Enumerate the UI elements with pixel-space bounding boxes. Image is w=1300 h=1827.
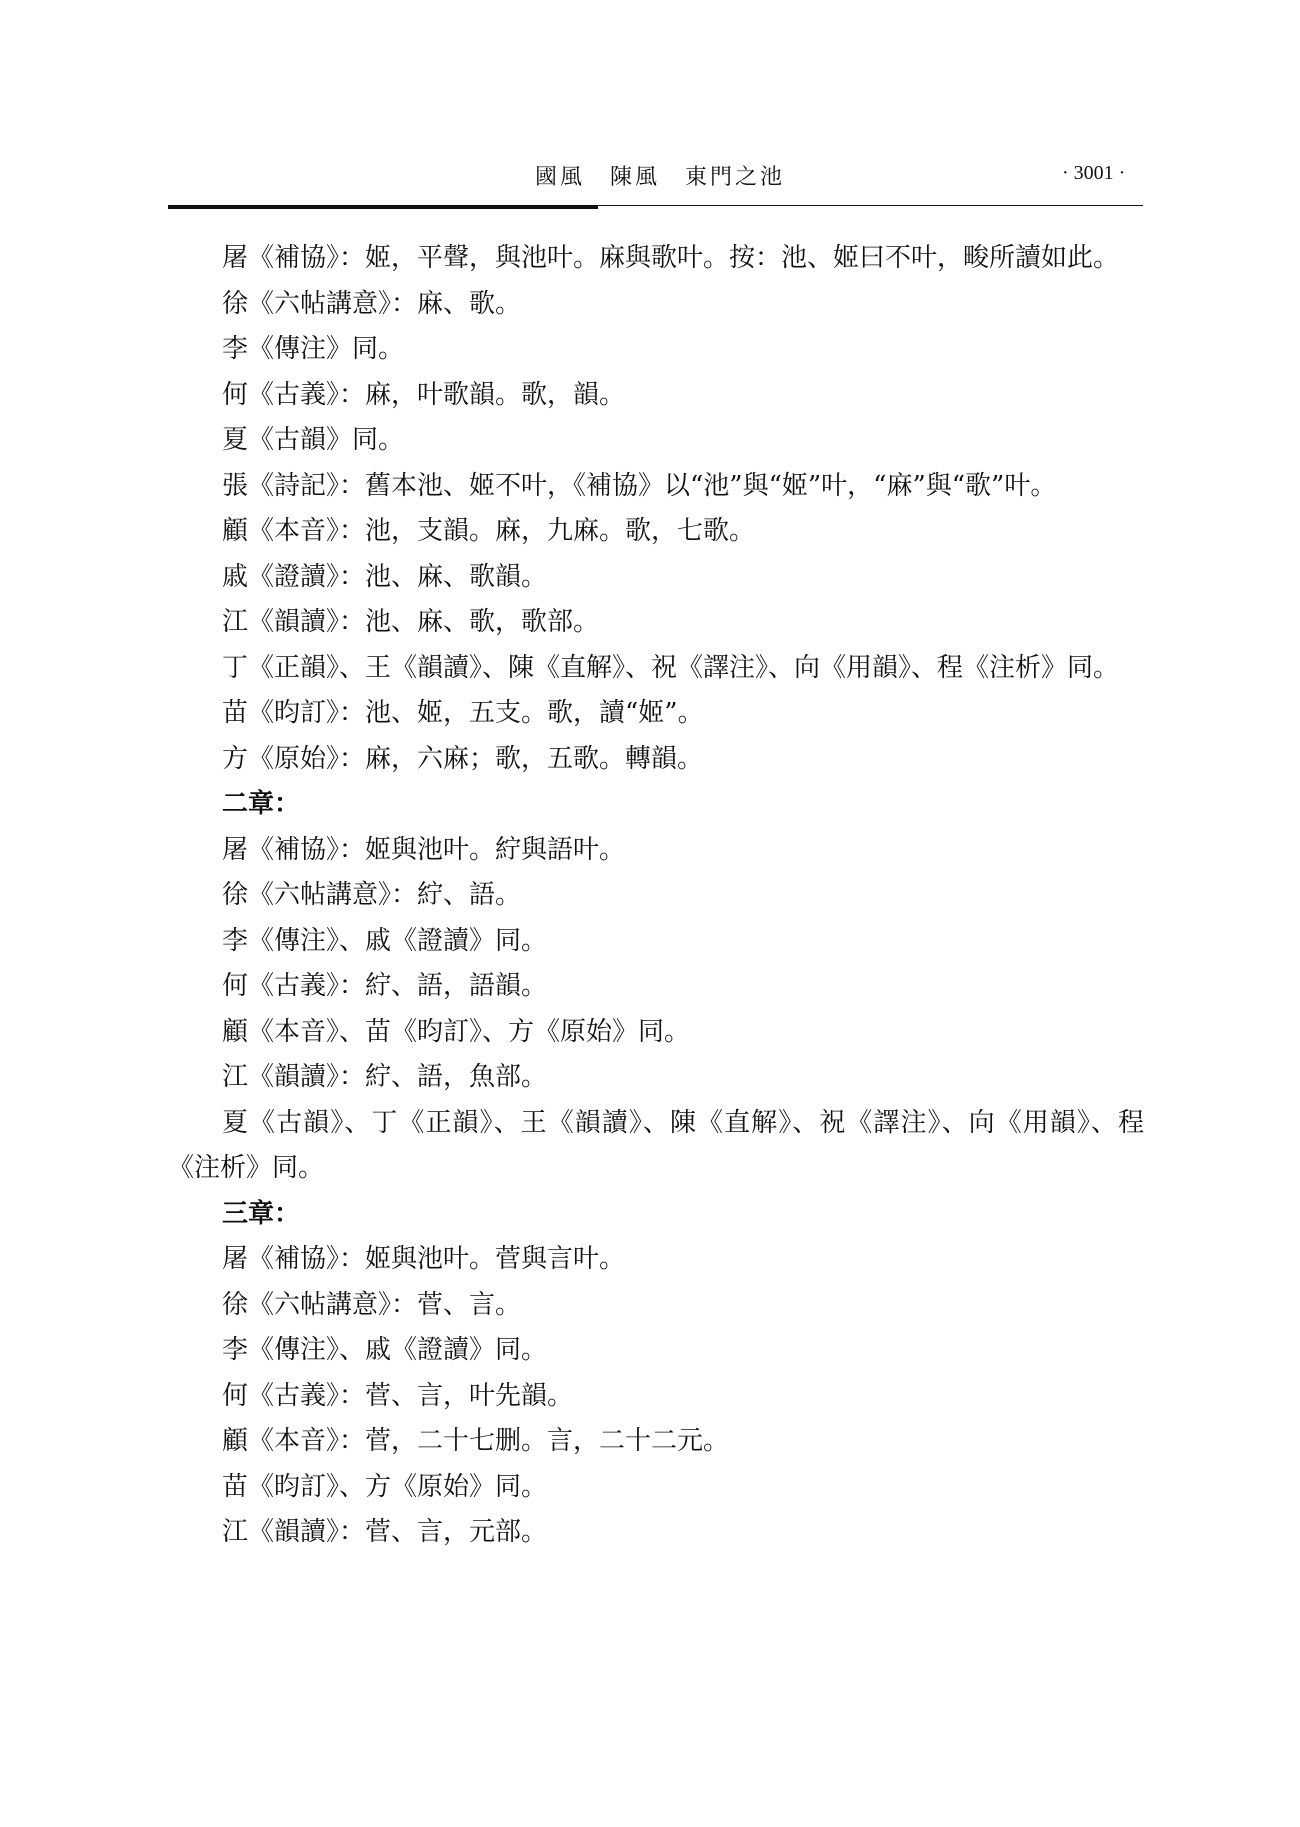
paragraph: 江《韻讀》：紵、語，魚部。 bbox=[222, 1062, 548, 1092]
body-text bbox=[168, 236, 1144, 1556]
paragraph: 方《原始》：麻，六麻；歌，五歌。轉韻。 bbox=[222, 743, 704, 774]
paragraph: 顧《本音》：池，支韻。麻，九麻。歌，七歌。 bbox=[222, 516, 756, 546]
paragraph: 何《古義》：麻，叶歌韻。歌，韻。 bbox=[222, 379, 626, 410]
paragraph: 夏《古韻》、丁《正韻》、王《韻讀》、陳《直解》、祝《譯注》、向《用韻》、程《注析》同。 bbox=[168, 1107, 1144, 1183]
paragraph: 苗《昀訂》：池、姬，五支。歌，讀“姬”。 bbox=[222, 698, 704, 728]
paragraph: 江《韻讀》：菅、言，元部。 bbox=[222, 1517, 548, 1547]
paragraph: 屠《補協》：姬與池叶。菅與言叶。 bbox=[222, 1244, 626, 1274]
paragraph: 徐《六帖講意》：麻、歌。 bbox=[222, 288, 522, 319]
paragraph: 徐《六帖講意》：紵、語。 bbox=[222, 880, 522, 910]
page-number: · 3001 · bbox=[1062, 162, 1126, 184]
paragraph: 李《傳注》、戚《證讀》同。 bbox=[222, 1335, 548, 1365]
paragraph: 李《傳注》、戚《證讀》同。 bbox=[222, 925, 548, 956]
paragraph: 屠《補協》：姬，平聲，與池叶。麻與歌叶。按：池、姬曰不叶，畯所讀如此。 bbox=[222, 243, 1120, 273]
paragraph: 屠《補協》：姬與池叶。紵與語叶。 bbox=[222, 834, 626, 865]
paragraph: 顧《本音》、苗《昀訂》、方《原始》同。 bbox=[222, 1016, 691, 1047]
running-head bbox=[0, 160, 1300, 200]
section-heading-chapter-3: 三章： bbox=[222, 1198, 301, 1229]
paragraph: 夏《古韻》同。 bbox=[222, 425, 405, 455]
paragraph: 李《傳注》同。 bbox=[222, 334, 405, 364]
paragraph: 徐《六帖講意》：菅、言。 bbox=[222, 1289, 522, 1320]
paragraph: 何《古義》：紵、語，語韻。 bbox=[222, 971, 548, 1001]
paragraph: 丁《正韻》、王《韻讀》、陳《直解》、祝《譯注》、向《用韻》、程《注析》同。 bbox=[222, 652, 1120, 683]
header-rule-thick bbox=[168, 206, 598, 209]
paragraph: 戚《證讀》：池、麻、歌韻。 bbox=[222, 561, 548, 592]
paragraph: 江《韻讀》：池、麻、歌，歌部。 bbox=[222, 607, 600, 637]
paragraph: 何《古義》：菅、言，叶先韻。 bbox=[222, 1380, 574, 1411]
paragraph: 顧《本音》：菅，二十七删。言，二十二元。 bbox=[222, 1426, 730, 1456]
paragraph: 苗《昀訂》、方《原始》同。 bbox=[222, 1471, 548, 1502]
section-heading-chapter-2: 二章： bbox=[222, 789, 301, 819]
paragraph: 張《詩記》：舊本池、姬不叶，《補協》以“池”與“姬”叶，“麻”與“歌”叶。 bbox=[222, 470, 1057, 501]
running-head-title: 國風 陳風 東門之池 bbox=[535, 165, 786, 190]
